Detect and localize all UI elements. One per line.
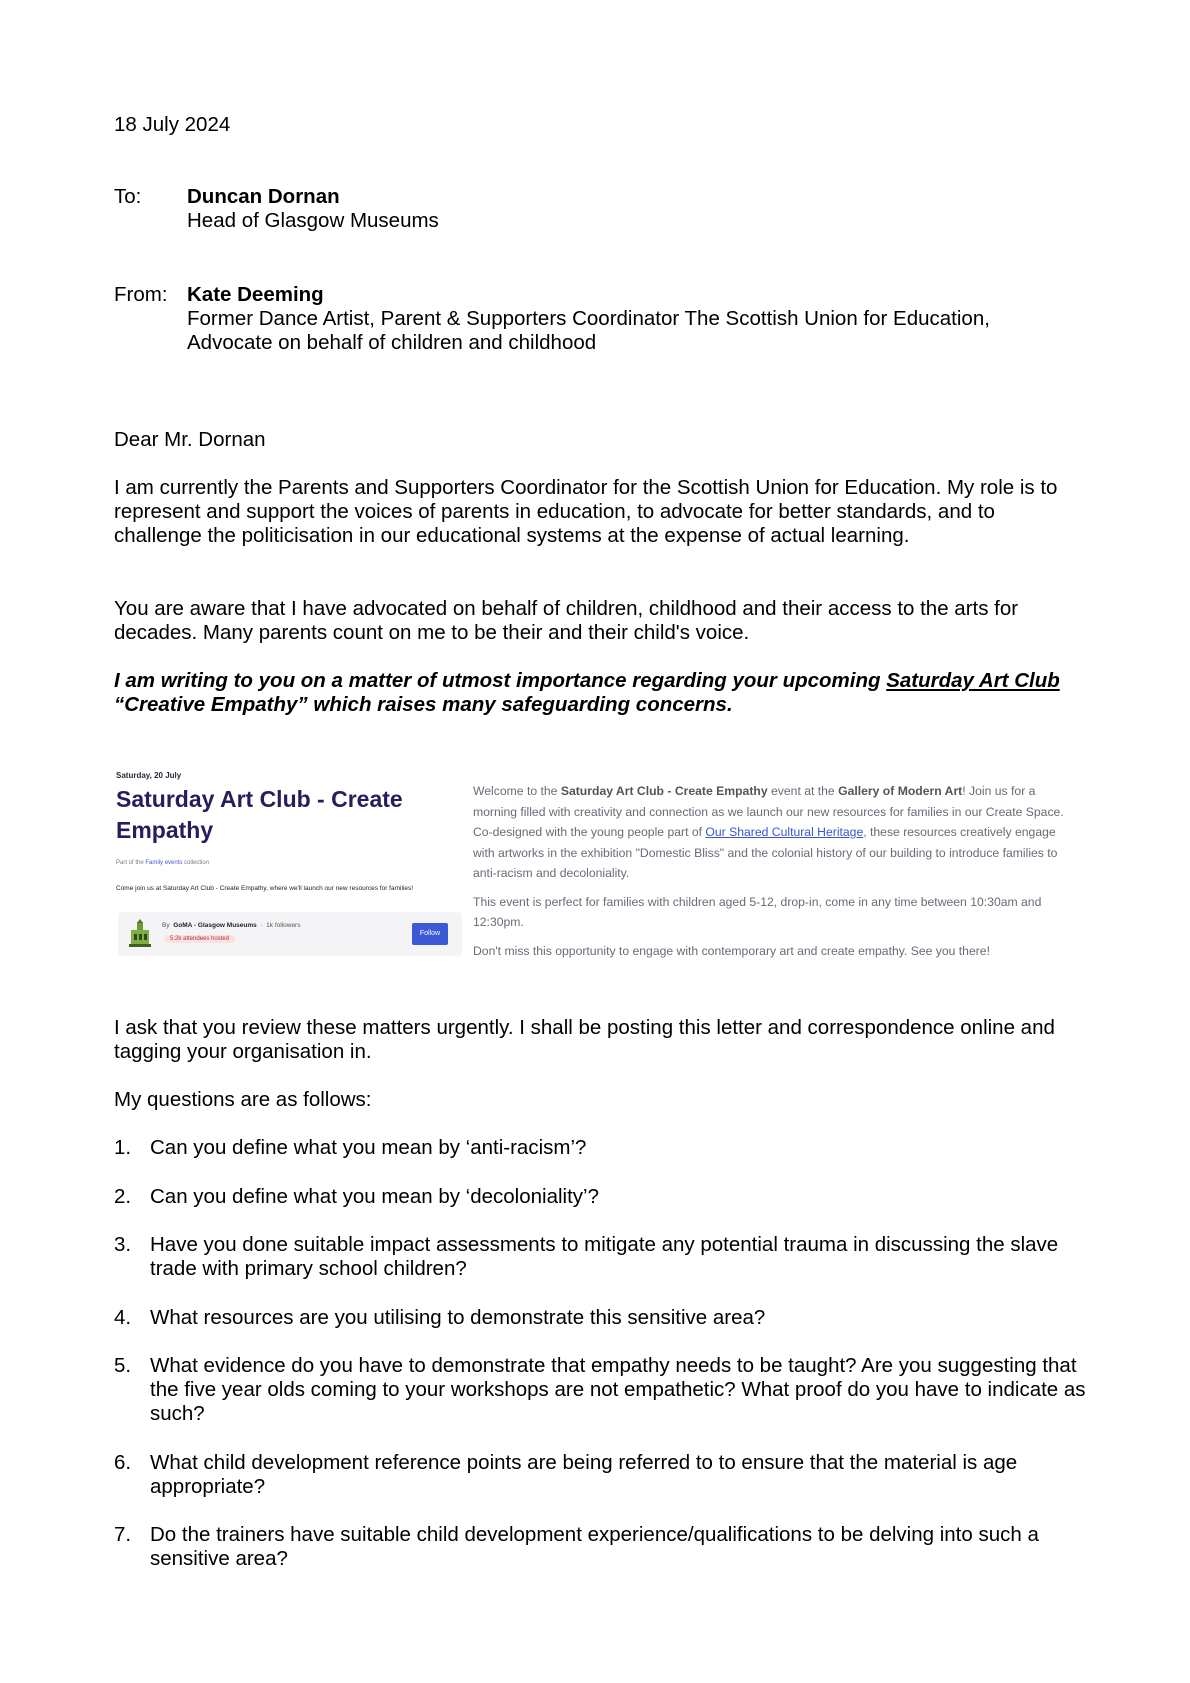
sender-title-line1: Former Dance Artist, Parent & Supporters Coordinator The Scottish Union for Education, (187, 307, 990, 330)
sender-name: Kate Deeming (187, 283, 324, 306)
attendees-badge: 5.2k attendees hosted (164, 935, 235, 943)
organiser-line: By GoMA - Glasgow Museums · 1k followers (162, 922, 301, 929)
concern-text-start: I am writing to you on a matter of utmost importance regarding your upcoming (114, 669, 887, 692)
event-screenshot (114, 766, 1080, 962)
event-collection (116, 860, 209, 866)
organiser-name[interactable]: GoMA - Glasgow Museums (173, 922, 257, 929)
museum-building-icon (128, 919, 152, 949)
question-text: What child development reference points are being referred to to ensure that the material is age appropriate? (150, 1451, 1018, 1498)
event-date: Saturday, 20 July (116, 771, 182, 780)
shared-heritage-link[interactable]: Our Shared Cultural Heritage (705, 825, 864, 839)
question-text: What resources are you utilising to demonstrate this sensitive area? (150, 1306, 766, 1329)
event-description-para2: This event is perfect for families with children aged 5-12, drop-in, come in any time between 10:30am and 12:30pm. (473, 894, 1042, 929)
question-text: What evidence do you have to demonstrate that empathy needs to be taught? Are you suggesting that the five year olds coming to your workshops are not empathetic? What proof do you have to indicate as such? (150, 1354, 1086, 1425)
salutation: Dear Mr. Dornan (114, 428, 266, 451)
collection-link[interactable]: Family events (145, 860, 183, 866)
question-text: Have you done suitable impact assessments to mitigate any potential trauma in discussing the slave trade with primary school children? (150, 1233, 1059, 1280)
collection-suffix: collection (182, 860, 210, 866)
follow-button[interactable]: Follow (412, 923, 448, 945)
event-description (473, 781, 1078, 969)
organiser-followers: 1k followers (266, 922, 301, 929)
question-number: 6. (114, 1451, 132, 1474)
desc-event-name: Saturday Art Club - Create Empathy (560, 784, 768, 798)
saturday-art-club-link[interactable]: Saturday Art Club (886, 669, 1060, 692)
sender-title-line2: Advocate on behalf of children and childhood (187, 331, 597, 354)
desc-text: Welcome to the (473, 784, 561, 798)
question-text: Can you define what you mean by ‘decoloniality’? (150, 1185, 599, 1208)
desc-text: ! Join us for a morning filled with creativity and connection as we launch our new resources for families in our Create Space. Co-designed with the young people part of (473, 784, 1064, 839)
question-number: 2. (114, 1185, 132, 1208)
event-description-para1 (473, 781, 1078, 884)
question-text: Do the trainers have suitable child development experience/qualifications to be delving into such a sensitive area? (150, 1523, 1039, 1570)
question-number: 5. (114, 1354, 132, 1377)
from-label: From: (114, 283, 168, 306)
recipient-title: Head of Glasgow Museums (187, 209, 439, 232)
question-number: 4. (114, 1306, 132, 1329)
recipient-name: Duncan Dornan (187, 185, 340, 208)
event-title: Saturday Art Club - Create Empathy (116, 786, 403, 843)
desc-venue-name: Gallery of Modern Art (838, 784, 963, 798)
letter-date: 18 July 2024 (114, 113, 231, 136)
question-text: Can you define what you mean by ‘anti-racism’? (150, 1136, 587, 1159)
paragraph-review: I ask that you review these matters urgently. I shall be posting this letter and correspondence online and tagging your organisation in. (114, 1016, 1055, 1063)
event-lead: Come join us at Saturday Art Club - Create Empathy, where we'll launch our new resources for families! (116, 885, 414, 892)
paragraph-advocacy: You are aware that I have advocated on behalf of children, childhood and their access to the arts for decades. Many parents count on me to be their and their child's voice. (114, 597, 1019, 644)
paragraph-role: I am currently the Parents and Supporters Coordinator for the Scottish Union for Education. My role is to represent and support the voices of parents in education, to advocate for better standards, and to challenge the politicisation in our educational systems at the expense of actual learning. (114, 476, 1058, 547)
question-number: 1. (114, 1136, 132, 1159)
collection-prefix: Part of the (116, 860, 146, 866)
concern-text-end: “Creative Empathy” which raises many safeguarding concerns. (114, 693, 733, 716)
question-number: 3. (114, 1233, 132, 1256)
organiser-card (118, 912, 462, 956)
paragraph-concern (114, 669, 1084, 717)
organiser-by: By (162, 922, 170, 929)
desc-text: event at the (767, 784, 839, 798)
event-description-para3: Don't miss this opportunity to engage with contemporary art and create empathy. See you there! (473, 943, 990, 958)
question-number: 7. (114, 1523, 132, 1546)
questions-intro: My questions are as follows: (114, 1088, 372, 1111)
desc-text: , these resources creatively engage with artworks in the exhibition "Domestic Bliss" and the colonial history of our building to introduce families to anti-racism and decoloniality. (473, 825, 1058, 880)
to-label: To: (114, 185, 142, 208)
event-header (114, 766, 464, 962)
